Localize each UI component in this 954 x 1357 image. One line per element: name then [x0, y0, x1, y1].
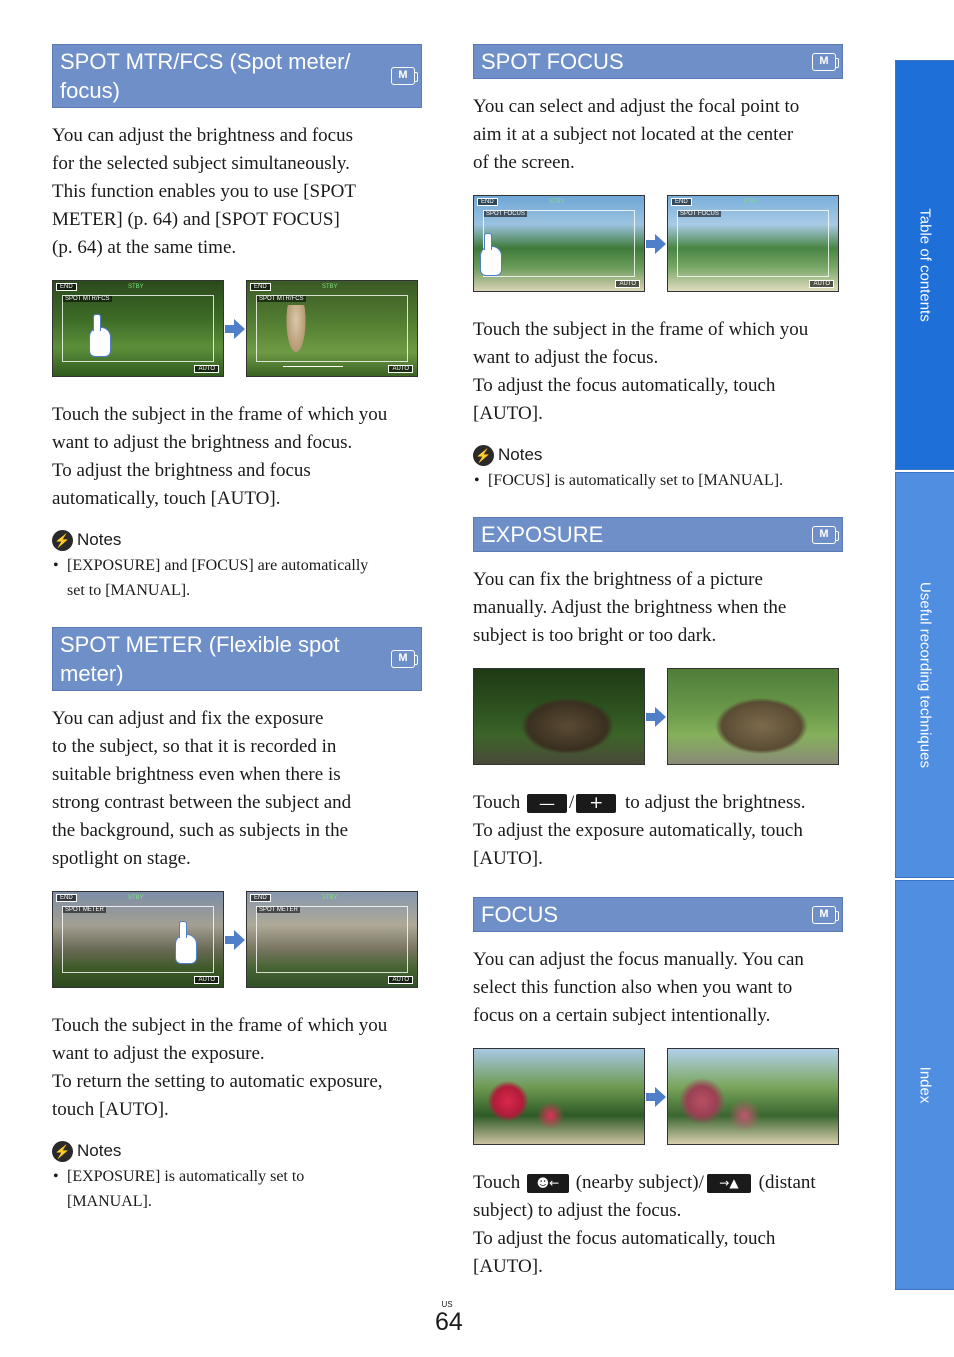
text-line: METER] (p. 64) and [SPOT FOCUS]	[52, 209, 340, 230]
notes-icon: ⚡	[52, 1141, 73, 1162]
exposure-body	[473, 789, 843, 873]
page-region: US	[441, 1300, 453, 1309]
auto-button[interactable]: AUTO	[194, 365, 219, 373]
photo-near-focus	[473, 1048, 645, 1145]
text-line: touch [AUTO].	[52, 1099, 169, 1120]
spot-frame	[256, 906, 408, 973]
note-item: • [EXPOSURE] is automatically set to [MANUAL].	[52, 1164, 422, 1214]
notes-heading	[473, 444, 843, 466]
touch-line: Touch ☻← (nearby subject)/ →▲ (distant	[473, 1172, 816, 1193]
screen-before	[52, 280, 224, 377]
right-arrow-icon	[645, 1087, 667, 1107]
stby-indicator: STBY	[128, 284, 144, 290]
text-line: manually. Adjust the brightness when the	[473, 597, 787, 618]
tab-table-of-contents[interactable]	[895, 60, 954, 470]
text-line: want to adjust the brightness and focus.	[52, 432, 353, 453]
notes-heading	[52, 1140, 422, 1162]
text-line: automatically, touch [AUTO].	[52, 488, 281, 509]
photo-bright	[667, 668, 839, 765]
screen-before	[52, 891, 224, 988]
section-header-exposure	[473, 517, 843, 552]
page-number-value: 64	[435, 1308, 463, 1336]
text-line: to the subject, so that it is recorded in	[52, 736, 337, 757]
right-arrow-icon	[645, 707, 667, 727]
spot-focus-intro	[473, 93, 843, 177]
auto-button[interactable]: AUTO	[615, 280, 640, 288]
manual-mode-icon: M	[812, 906, 836, 924]
spot-frame	[256, 295, 408, 362]
text-line: You can fix the brightness of a picture	[473, 569, 763, 590]
right-arrow-icon	[645, 234, 667, 254]
text-line: of the screen.	[473, 152, 575, 173]
text-line: You can select and adjust the focal point to	[473, 96, 800, 117]
screen-after	[246, 280, 418, 377]
section-header-focus	[473, 897, 843, 932]
touch-hand-icon	[175, 934, 197, 964]
screen-before	[473, 195, 645, 292]
auto-button[interactable]: AUTO	[388, 365, 413, 373]
brightness-slider[interactable]	[283, 366, 343, 367]
spot-meter-body	[52, 1012, 422, 1124]
osd-mode-label: SPOT METER	[259, 907, 298, 913]
notes-label: Notes	[77, 1141, 122, 1160]
distant-subject-icon[interactable]: →▲	[707, 1174, 751, 1193]
text-line: the background, such as subjects in the	[52, 820, 349, 841]
tab-index[interactable]	[895, 880, 954, 1290]
section-title: SPOT FOCUS	[481, 49, 624, 74]
minus-icon[interactable]: —	[527, 794, 567, 813]
spot-meter-illustration	[52, 891, 422, 988]
text-line: To adjust the focus automatically, touch	[473, 1228, 776, 1249]
note-item: • [FOCUS] is automatically set to [MANUAL].	[473, 468, 843, 493]
osd-mode-label: SPOT MTR/FCS	[259, 296, 304, 302]
notes-list	[52, 1164, 422, 1214]
screen-after	[667, 195, 839, 292]
stby-indicator: STBY	[549, 199, 565, 205]
photo-far-focus	[667, 1048, 839, 1145]
section-header-spot-focus	[473, 44, 843, 79]
right-arrow-icon	[224, 319, 246, 339]
manual-mode-icon: M	[391, 650, 415, 668]
spot-focus-illustration	[473, 195, 843, 292]
text-line: focus on a certain subject intentionally.	[473, 1005, 771, 1026]
touch-line: Touch — / + to adjust the brightness.	[473, 792, 806, 814]
tab-useful-recording-techniques[interactable]	[895, 472, 954, 878]
osd-mode-label: SPOT FOCUS	[486, 211, 525, 217]
kitten-subject	[285, 305, 307, 357]
notes-label: Notes	[498, 445, 543, 464]
exposure-illustration	[473, 668, 843, 765]
text-line: want to adjust the focus.	[473, 347, 659, 368]
auto-button[interactable]: AUTO	[194, 976, 219, 984]
tab-label: Useful recording techniques	[916, 582, 934, 768]
text-line: subject is too bright or too dark.	[473, 625, 717, 646]
spot-frame	[62, 295, 214, 362]
screen-after	[246, 891, 418, 988]
spot-frame	[677, 210, 829, 277]
section-header-spot-meter	[52, 627, 422, 691]
section-title-line: focus)	[60, 78, 120, 103]
photo-dark	[473, 668, 645, 765]
manual-mode-icon: M	[391, 67, 415, 85]
text-line: suitable brightness even when there is	[52, 764, 341, 785]
section-title: FOCUS	[481, 902, 558, 927]
auto-button[interactable]: AUTO	[809, 280, 834, 288]
section-title-line: SPOT METER (Flexible spot	[60, 632, 340, 657]
text-line: [AUTO].	[473, 848, 543, 869]
tab-label: Table of contents	[916, 208, 934, 322]
focus-illustration	[473, 1048, 843, 1145]
left-column	[52, 44, 422, 1214]
right-arrow-icon	[224, 930, 246, 950]
spot-meter-intro	[52, 705, 422, 873]
section-header-spot-mtr-fcs	[52, 44, 422, 108]
notes-label: Notes	[77, 530, 122, 549]
text-line: (p. 64) at the same time.	[52, 237, 237, 258]
notes-icon: ⚡	[473, 445, 494, 466]
section-title-line: SPOT MTR/FCS (Spot meter/	[60, 49, 351, 74]
spot-mtr-fcs-body	[52, 401, 422, 513]
notes-heading	[52, 529, 422, 551]
text-line: spotlight on stage.	[52, 848, 191, 869]
plus-icon[interactable]: +	[576, 794, 616, 813]
focus-body	[473, 1169, 843, 1281]
text-line: aim it at a subject not located at the center	[473, 124, 794, 145]
text-line: This function enables you to use [SPOT	[52, 181, 356, 202]
tab-label: Index	[916, 1066, 934, 1104]
text-line: You can adjust the focus manually. You can	[473, 949, 804, 970]
end-button[interactable]: END	[56, 894, 77, 902]
auto-button[interactable]: AUTO	[388, 976, 413, 984]
end-button[interactable]: END	[250, 894, 271, 902]
text-line: [AUTO].	[473, 403, 543, 424]
section-title: EXPOSURE	[481, 522, 604, 547]
manual-mode-icon: M	[812, 526, 836, 544]
focus-intro	[473, 946, 843, 1030]
section-title-line: meter)	[60, 661, 124, 686]
end-button[interactable]: END	[56, 283, 77, 291]
text-line: subject) to adjust the focus.	[473, 1200, 682, 1221]
right-column	[473, 44, 843, 1281]
osd-mode-label: SPOT MTR/FCS	[65, 296, 110, 302]
text-line: select this function also when you want to	[473, 977, 793, 998]
spot-mtr-fcs-intro	[52, 122, 422, 262]
text-line: To adjust the brightness and focus	[52, 460, 311, 481]
text-line: Touch the subject in the frame of which you	[473, 319, 809, 340]
text-line: [AUTO].	[473, 1256, 543, 1277]
text-line: To adjust the exposure automatically, touch	[473, 820, 803, 841]
exposure-intro	[473, 566, 843, 650]
text-line: want to adjust the exposure.	[52, 1043, 265, 1064]
spot-mtr-fcs-illustration	[52, 280, 422, 377]
stby-indicator: STBY	[322, 284, 338, 290]
notes-list	[52, 553, 422, 603]
text-line: for the selected subject simultaneously.	[52, 153, 350, 174]
spot-focus-body	[473, 316, 843, 428]
touch-hand-icon	[480, 246, 502, 276]
nearby-subject-icon[interactable]: ☻←	[527, 1174, 569, 1193]
text-line: To return the setting to automatic exposure,	[52, 1071, 383, 1092]
stby-indicator: STBY	[128, 895, 144, 901]
note-item: • [EXPOSURE] and [FOCUS] are automatically set to [MANUAL].	[52, 553, 422, 603]
text-line: You can adjust the brightness and focus	[52, 125, 353, 146]
text-line: You can adjust and fix the exposure	[52, 708, 324, 729]
osd-mode-label: SPOT METER	[65, 907, 104, 913]
osd-mode-label: SPOT FOCUS	[680, 211, 719, 217]
manual-mode-icon: M	[812, 53, 836, 71]
text-line: Touch the subject in the frame of which you	[52, 1015, 388, 1036]
spot-frame	[483, 210, 635, 277]
page-number	[435, 1300, 463, 1336]
stby-indicator: STBY	[743, 199, 759, 205]
end-button[interactable]: END	[477, 198, 498, 206]
touch-hand-icon	[89, 327, 111, 357]
notes-list	[473, 468, 843, 493]
end-button[interactable]: END	[250, 283, 271, 291]
text-line: strong contrast between the subject and	[52, 792, 352, 813]
notes-icon: ⚡	[52, 530, 73, 551]
stby-indicator: STBY	[322, 895, 338, 901]
end-button[interactable]: END	[671, 198, 692, 206]
text-line: Touch the subject in the frame of which you	[52, 404, 388, 425]
text-line: To adjust the focus automatically, touch	[473, 375, 776, 396]
